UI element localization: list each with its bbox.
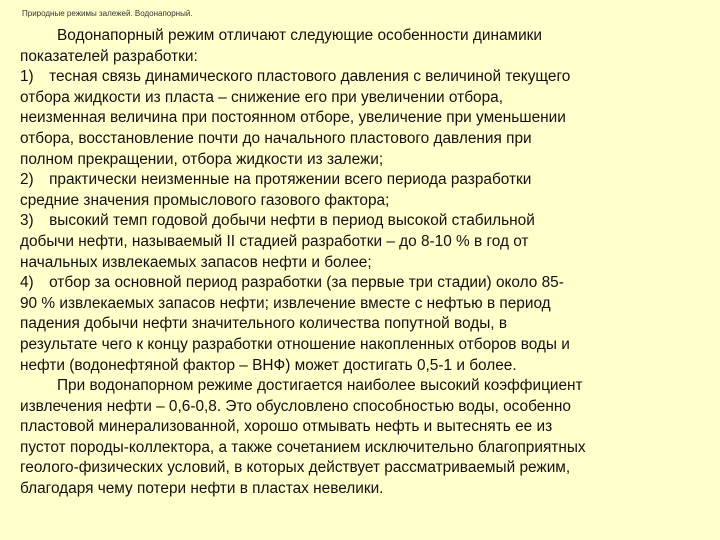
text-line: 4) отбор за основной период разработки (за первые три стадии) около 85-	[20, 274, 564, 292]
paragraph-item-4	[20, 273, 710, 376]
text-line: 2) практически неизменные на протяжении всего периода разработки	[20, 171, 532, 189]
text-line: геолого-физических условий, в которых действует рассматриваемый режим,	[20, 459, 571, 477]
text-line: 3) высокий темп годовой добычи нефти в период высокой стабильной	[20, 212, 535, 230]
slide-body	[20, 26, 710, 500]
text-line: результате чего к концу разработки отношение накопленных отборов воды и	[20, 335, 570, 353]
text-line: При водонапорном режиме достигается наиболее высокий коэффициент	[57, 377, 583, 395]
text-line: отбора, восстановление почти до начального пластового давления при	[20, 129, 532, 147]
text-line: пустот породы-коллектора, а также сочетанием исключительно благоприятных	[20, 438, 586, 456]
text-line: 1) тесная связь динамического пластового давления с величиной текущего	[20, 68, 571, 86]
text-line: падения добычи нефти значительного количества попутной воды, в	[20, 315, 508, 333]
paragraph-item-3	[20, 211, 710, 273]
slide-header-title: Природные режимы залежей. Водонапорный.	[22, 9, 193, 18]
text-line: отбора жидкости из пласта – снижение его при увеличении отбора,	[20, 88, 503, 106]
paragraph-item-1	[20, 67, 710, 170]
text-line: 90 % извлекаемых запасов нефти; извлечение вместе с нефтью в период	[20, 294, 551, 312]
paragraph-intro	[20, 26, 710, 67]
text-line: Водонапорный режим отличают следующие особенности динамики	[57, 27, 543, 44]
text-line: начальных извлекаемых запасов нефти и более;	[20, 253, 372, 271]
text-line: неизменная величина при постоянном отборе, увеличение при уменьшении	[20, 109, 566, 127]
text-line: добычи нефти, называемый II стадией разработки – до 8-10 % в год от	[20, 232, 529, 250]
text-line: благодаря чему потери нефти в пластах невелики.	[20, 480, 384, 498]
text-line: извлечения нефти – 0,6-0,8. Это обусловлено способностью воды, особенно	[20, 397, 571, 415]
text-line: полном прекращении, отбора жидкости из залежи;	[20, 150, 384, 168]
paragraph-conclusion	[20, 376, 710, 500]
text-line: нефти (водонефтяной фактор – ВНФ) может достигать 0,5-1 и более.	[20, 356, 517, 374]
text-line: показателей разработки:	[20, 47, 198, 65]
text-line: пластовой минерализованной, хорошо отмывать нефть и вытеснять ее из	[20, 418, 553, 436]
paragraph-item-2	[20, 170, 710, 211]
text-line: средние значения промыслового газового фактора;	[20, 191, 390, 209]
